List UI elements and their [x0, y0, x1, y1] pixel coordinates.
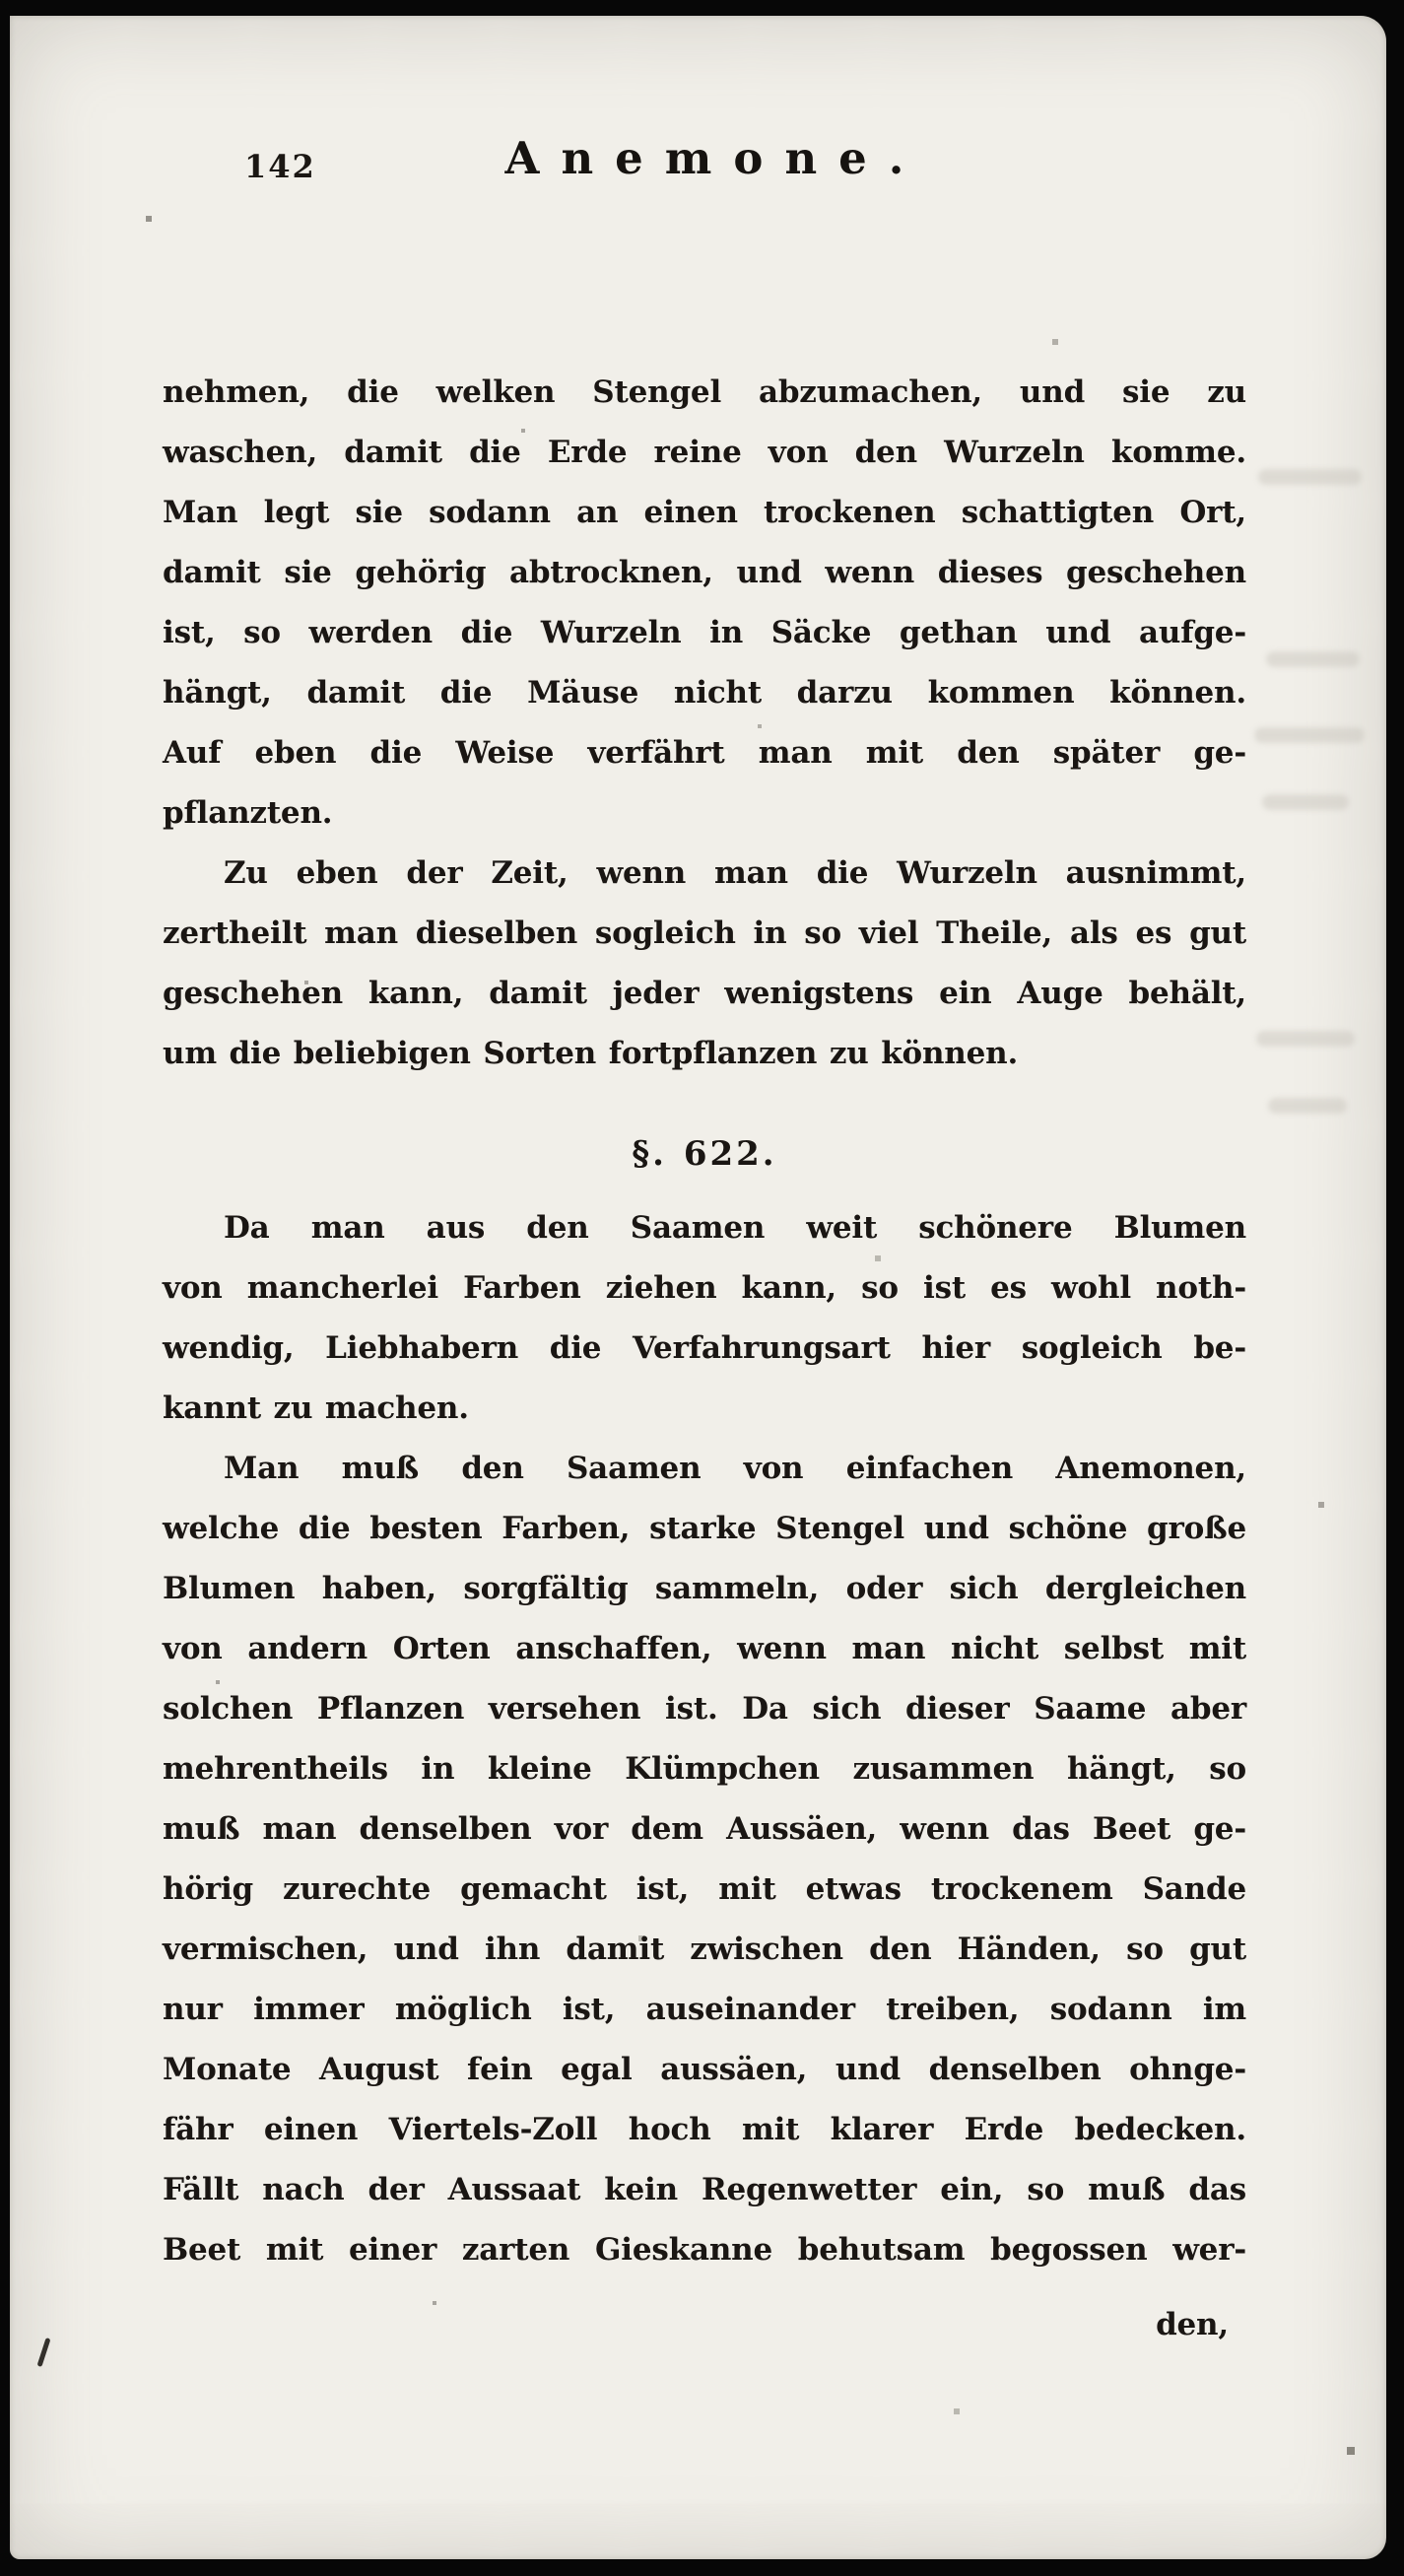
paragraph	[163, 363, 1246, 844]
text-line: Zu eben der Zeit, wenn man die Wurzeln ausnimmt,	[224, 855, 1246, 891]
text-line: von mancherlei Farben ziehen kann, so ist es wohl noth-	[163, 1270, 1246, 1306]
running-header: Anemone.	[504, 132, 926, 184]
text-line: geschehen kann, damit jeder wenigstens ein Auge behält,	[163, 976, 1246, 1011]
bleedthrough-line	[1268, 1098, 1347, 1114]
page-number: 142	[244, 148, 316, 185]
text-line: wendig, Liebhabern die Verfahrungsart hier sogleich be-	[163, 1330, 1246, 1366]
text-line: Man legt sie sodann an einen trockenen schattigten Ort,	[163, 495, 1246, 530]
catchword: den,	[1156, 2307, 1229, 2342]
paragraph	[163, 844, 1246, 1084]
bleedthrough-line	[1254, 727, 1365, 743]
text-line: kannt zu machen.	[163, 1390, 469, 1426]
text-line: um die beliebigen Sorten fortpflanzen zu können.	[163, 1036, 1019, 1071]
text-line: damit sie gehörig abtrocknen, und wenn dieses geschehen	[163, 555, 1246, 590]
text-line: Man muß den Saamen von einfachen Anemonen,	[224, 1451, 1246, 1486]
text-line: solchen Pflanzen versehen ist. Da sich dieser Saame aber	[163, 1691, 1246, 1727]
section-heading: §. 622.	[632, 1134, 777, 1174]
text-line: Auf eben die Weise verfährt man mit den später ge-	[163, 735, 1246, 771]
bleedthrough-line	[1256, 1031, 1355, 1047]
text-line: Da man aus den Saamen weit schönere Blumen	[224, 1210, 1246, 1246]
text-line: hängt, damit die Mäuse nicht darzu kommen können.	[163, 675, 1246, 711]
paper-page	[10, 16, 1386, 2559]
bleedthrough-ghost	[1246, 440, 1374, 1188]
text-line: fähr einen Viertels-Zoll hoch mit klarer Erde bedecken.	[163, 2112, 1246, 2147]
paragraph	[163, 1198, 1246, 1439]
text-line: Fällt nach der Aussaat kein Regenwetter ein, so muß das	[163, 2172, 1246, 2207]
text-line: zertheilt man dieselben sogleich in so viel Theile, als es gut	[163, 915, 1246, 951]
body-text	[163, 363, 1246, 2349]
text-line: pflanzten.	[163, 795, 333, 831]
text-line: von andern Orten anschaffen, wenn man nicht selbst mit	[163, 1631, 1246, 1666]
text-line: welche die besten Farben, starke Stengel und schöne große	[163, 1511, 1246, 1546]
text-line: Monate August fein egal aussäen, und denselben ohnge-	[163, 2052, 1246, 2087]
paragraph	[163, 1439, 1246, 2280]
text-line: Beet mit einer zarten Gieskanne behutsam begossen wer-	[163, 2232, 1246, 2268]
text-line: Blumen haben, sorgfältig sammeln, oder sich dergleichen	[163, 1571, 1246, 1606]
text-line: ist, so werden die Wurzeln in Säcke gethan und aufge-	[163, 615, 1246, 650]
bleedthrough-line	[1262, 794, 1349, 810]
ink-speckles	[10, 16, 12, 18]
text-line: hörig zurechte gemacht ist, mit etwas trockenem Sande	[163, 1871, 1246, 1907]
text-line: mehrentheils in kleine Klümpchen zusammen hängt, so	[163, 1751, 1246, 1787]
text-line: muß man denselben vor dem Aussäen, wenn das Beet ge-	[163, 1811, 1246, 1847]
text-line: nur immer möglich ist, auseinander treiben, sodann im	[163, 1992, 1246, 2027]
text-line: nehmen, die welken Stengel abzumachen, und sie zu	[163, 374, 1246, 410]
text-line: waschen, damit die Erde reine von den Wurzeln komme.	[163, 435, 1246, 470]
text-line: vermischen, und ihn damit zwischen den Händen, so gut	[163, 1932, 1246, 1967]
bleedthrough-line	[1258, 469, 1362, 485]
bleedthrough-line	[1266, 651, 1360, 667]
pen-mark	[36, 2338, 50, 2367]
